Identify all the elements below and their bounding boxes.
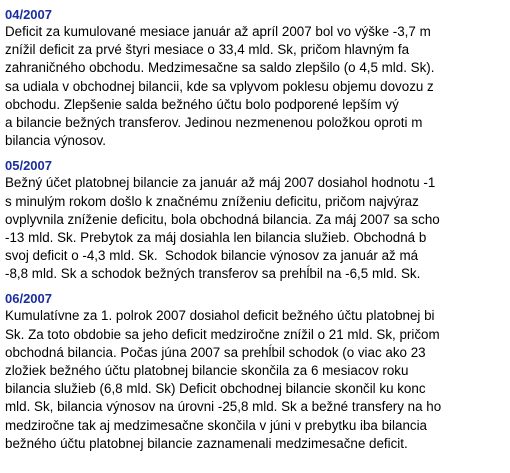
paragraph-line: zahraničného obchodu. Medzimesačne sa saldo zlepšilo (o 4,5 mld. Sk). <box>5 60 435 76</box>
paragraph-line: sa udiala v obchodnej bilancii, kde sa vplyvom poklesu objemu dovozu z <box>5 78 434 94</box>
section-06-2007 <box>5 290 510 453</box>
paragraph-line: zložiek bežného účtu platobnej bilancie skončila za 6 mesiacov roku <box>5 363 409 378</box>
section-05-2007 <box>5 157 510 283</box>
paragraph-line: bilancia výnosov. <box>5 133 106 149</box>
paragraph-line: bilancia služieb (6,8 mld. Sk) Deficit obchodnej bilancie skončil ku konc <box>5 381 426 397</box>
paragraph-line: ovplyvnila zníženie deficitu, bola obchodná bilancia. Za máj 2007 sa scho <box>5 211 440 227</box>
paragraph-line: -8,8 mld. Sk a schodok bežných transferov sa prehĺbil na -6,5 mld. Sk. <box>5 266 421 282</box>
paragraph-line: Kumulatívne za 1. polrok 2007 dosiahol deficit bežného účtu platobnej bi <box>5 308 435 324</box>
paragraph-line: medziročne tak aj medzimesačne skončila v júni v prebytku iba bilancia <box>5 417 428 433</box>
section-heading: 04/2007 <box>5 7 52 22</box>
paragraph-line: Sk. Za toto obdobie sa jeho deficit medziročne znížil o 21 mld. Sk, pričom <box>5 326 440 342</box>
paragraph-line: bežného účtu platobnej bilancie zaznamenali medzimesačne deficit. <box>5 435 408 451</box>
paragraph-line: obchodná bilancia. Počas júna 2007 sa prehĺbil schodok (o viac ako 23 <box>5 344 426 360</box>
paragraph-line: Deficit za kumulované mesiace január až apríl 2007 bol vo výške -3,7 m <box>5 24 431 39</box>
paragraph-line: mld. Sk, bilancia výnosov na úrovni -25,8 mld. Sk a bežné transfery na ho <box>5 399 442 415</box>
paragraph-line: -13 mld. Sk. Prebytok za máj dosiahla len bilancia služieb. Obchodná b <box>5 229 427 245</box>
paragraph-line: znížil deficit za prvé štyri mesiace o 33,4 mld. Sk, pričom hlavným fa <box>5 42 410 58</box>
section-heading: 05/2007 <box>5 158 52 174</box>
paragraph-line: a bilancie bežných transferov. Jedinou nezmenenou položkou oproti m <box>5 114 423 130</box>
paragraph-line: obchodu. Zlepšenie salda bežného účtu bolo podporené lepším vý <box>5 96 399 112</box>
paragraph-line: s minulým rokom došlo k značnému zníženiu deficitu, pričom najvýraz <box>5 193 419 209</box>
section-heading: 06/2007 <box>5 291 52 307</box>
paragraph-line: svoj deficit o -4,3 mld. Sk. Schodok bilancie výnosov za január až má <box>5 248 419 264</box>
paragraph-line: Bežný účet platobnej bilancie za január až máj 2007 dosiahol hodnotu -1 <box>5 175 436 191</box>
document <box>5 6 510 460</box>
section-04-2007 <box>5 6 510 150</box>
